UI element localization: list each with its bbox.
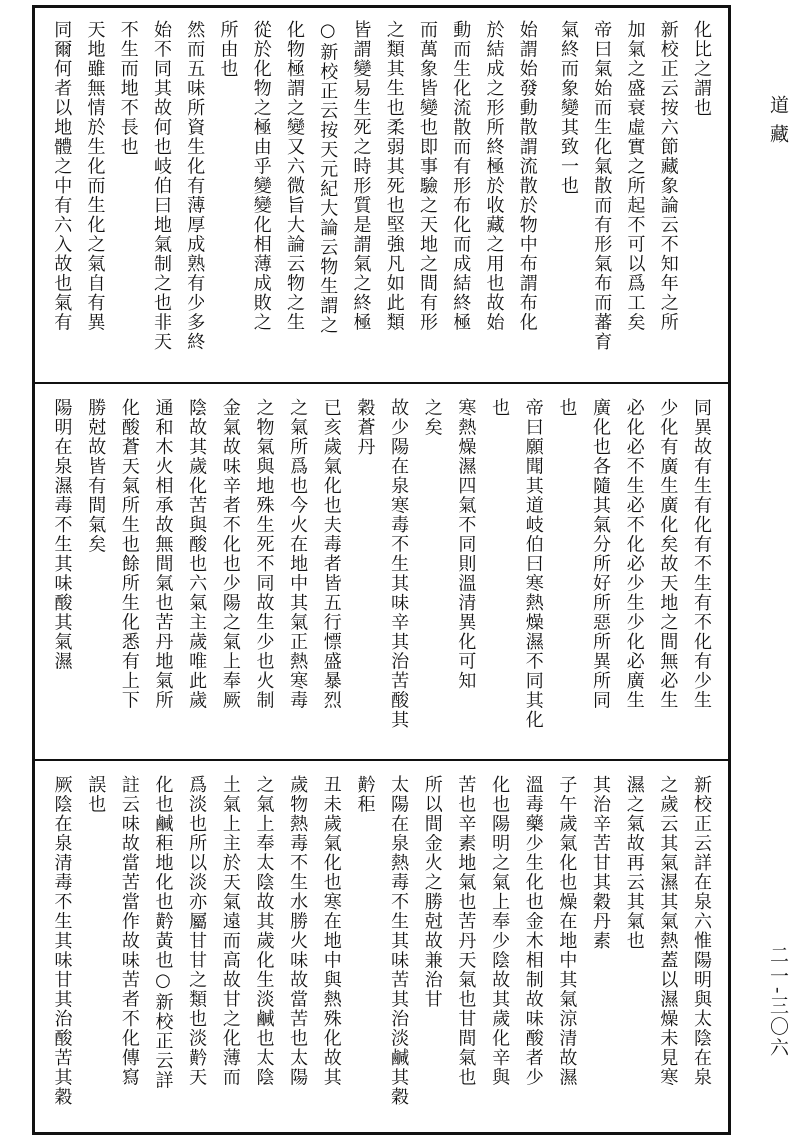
text-column: 陰故其歲化苦與酸也六氣主歲唯此歲 — [186, 398, 208, 710]
text-column: 之物氣與地殊生死不同故生少也火制 — [253, 398, 275, 710]
text-column: 誤也 — [85, 775, 107, 814]
text-column: 通和木火相承故無間氣也苦丹地氣所 — [152, 398, 174, 710]
text-column: 天地雖無情於生化而生化之氣自有異 — [84, 20, 106, 332]
text-column: 化酸蒼天氣所生也餘所生化悉有上下 — [118, 398, 140, 710]
margin-title: 道藏 — [767, 95, 789, 153]
text-column: 於結成之形所終極於收藏之用也故始 — [483, 20, 505, 332]
text-column: 帝曰氣始而生化氣散而有形氣布而蕃育 — [591, 20, 613, 352]
text-column: 始謂始發動散謂流散於物中布謂布化 — [516, 20, 538, 332]
text-column: 穀蒼丹 — [354, 398, 376, 457]
text-column: 也 — [489, 398, 511, 418]
text-column: 同爾何者以地體之中有六入故也氣有 — [51, 20, 73, 332]
text-column: 之矣 — [421, 398, 443, 437]
text-column: 歲物熱毒不生水勝火味故當苦也太陽 — [287, 775, 309, 1087]
text-column: 不生而地不長也 — [117, 20, 139, 157]
text-column: 必化必不生必不化必少生少化必廣生 — [623, 398, 645, 710]
register-divider — [35, 759, 728, 761]
text-column: 太陽在泉熱毒不生其味苦其治淡鹹其穀 — [388, 775, 410, 1107]
text-column: 同異故有生有化有不生有不化有少生 — [691, 398, 712, 710]
text-column: 故少陽在泉寒毒不生其味辛其治苦酸其 — [388, 398, 410, 730]
text-column: 爲淡也所以淡亦屬甘甘之類也淡黅天 — [186, 775, 208, 1087]
register-middle — [35, 398, 728, 754]
text-column: 勝尅故皆有間氣矣 — [85, 398, 107, 554]
text-column: 從於化物之極由乎變變化相薄成敗之 — [250, 20, 272, 332]
text-column: 已亥歲氣化也夫毒者皆五行慓盛暴烈 — [320, 398, 342, 710]
text-column: ○新校正云按天元紀大論云物生謂之 — [317, 20, 339, 335]
text-column: 厥陰在泉清毒不生其味甘其治酸苦其穀 — [51, 775, 73, 1107]
text-column: 之氣所爲也今火在地中其氣正熱寒毒 — [287, 398, 309, 710]
text-column: 廣化也各隨其氣分所好所惡所異所同 — [590, 398, 612, 710]
text-column: 皆謂變易生死之時形質是謂氣之終極 — [350, 20, 372, 332]
text-column: 之類其生也柔弱其死也堅強凡如此類 — [383, 20, 405, 332]
text-column: 其治辛苦甘其穀丹素 — [590, 775, 612, 951]
text-column: 溫毒藥少生化也金木相制故味酸者少 — [522, 775, 544, 1087]
text-column: 化也鹹秬地化也黅黃也○新校正云詳 — [152, 775, 174, 1090]
text-column: 之歲云其氣濕其氣熱蓋以濕燥未見寒 — [657, 775, 679, 1087]
text-column: 少化有廣生廣化矣故天地之間無必生 — [657, 398, 679, 710]
page-number: 二一-三〇六 — [767, 945, 789, 1059]
text-column: 也 — [556, 398, 578, 418]
text-column: 化比之謂也 — [691, 20, 712, 118]
text-column: 化物極謂之變又六微旨大論云物之生 — [284, 20, 305, 332]
text-column: 帝曰願聞其道岐伯曰寒熱燥濕不同其化 — [522, 398, 544, 730]
text-column: 之氣上奉太陰故其歲化生淡鹹也太陰 — [253, 775, 275, 1087]
text-column: 始不同其故何也岐伯曰地氣制之也非天 — [151, 20, 172, 352]
text-column: 丑未歲氣化也寒在地中與熱殊化故其 — [320, 775, 342, 1087]
text-column: 所以間金火之勝尅故兼治甘 — [421, 775, 443, 1009]
register-upper — [35, 20, 728, 376]
text-column: 黅秬 — [354, 775, 376, 814]
text-column: 動而生化流散而有形布化而成結終極 — [450, 20, 472, 332]
text-column: 新校正云按六節藏象論云不知年之所 — [657, 20, 679, 332]
text-column: 註云味故當苦當作故味苦者不化傳寫 — [118, 775, 140, 1087]
register-divider — [35, 382, 728, 384]
text-column: 寒熱燥濕四氣不同則溫清異化可知 — [455, 398, 477, 691]
text-column: 所由也 — [217, 20, 239, 79]
text-column: 子午歲氣化也燥在地中其氣涼清故濕 — [556, 775, 578, 1087]
register-lower — [35, 775, 728, 1125]
text-column: 陽明在泉濕毒不生其味酸其氣濕 — [51, 398, 73, 671]
text-column: 濕之氣故再云其氣也 — [623, 775, 645, 951]
text-column: 而萬象皆變也即事驗之天地之間有形 — [417, 20, 438, 332]
text-column: 然而五味所資生化有薄厚成熟有少多終 — [184, 20, 206, 352]
text-column: 氣終而象變其致一也 — [558, 20, 579, 196]
text-column: 金氣故味辛者不化也少陽之氣上奉厥 — [219, 398, 241, 710]
text-column: 化也陽明之氣上奉少陰故其歲化辛與 — [489, 775, 511, 1087]
page-frame — [32, 5, 731, 1135]
text-column: 苦也辛素地氣也苦丹天氣也甘間氣也 — [455, 775, 477, 1087]
text-column: 加氣之盛衰虛實之所起不可以爲工矣 — [624, 20, 646, 332]
text-column: 土氣上主於天氣遠而高故甘之化薄而 — [219, 775, 241, 1087]
text-column: 新校正云詳在泉六惟陽明與太陰在泉 — [691, 775, 712, 1087]
